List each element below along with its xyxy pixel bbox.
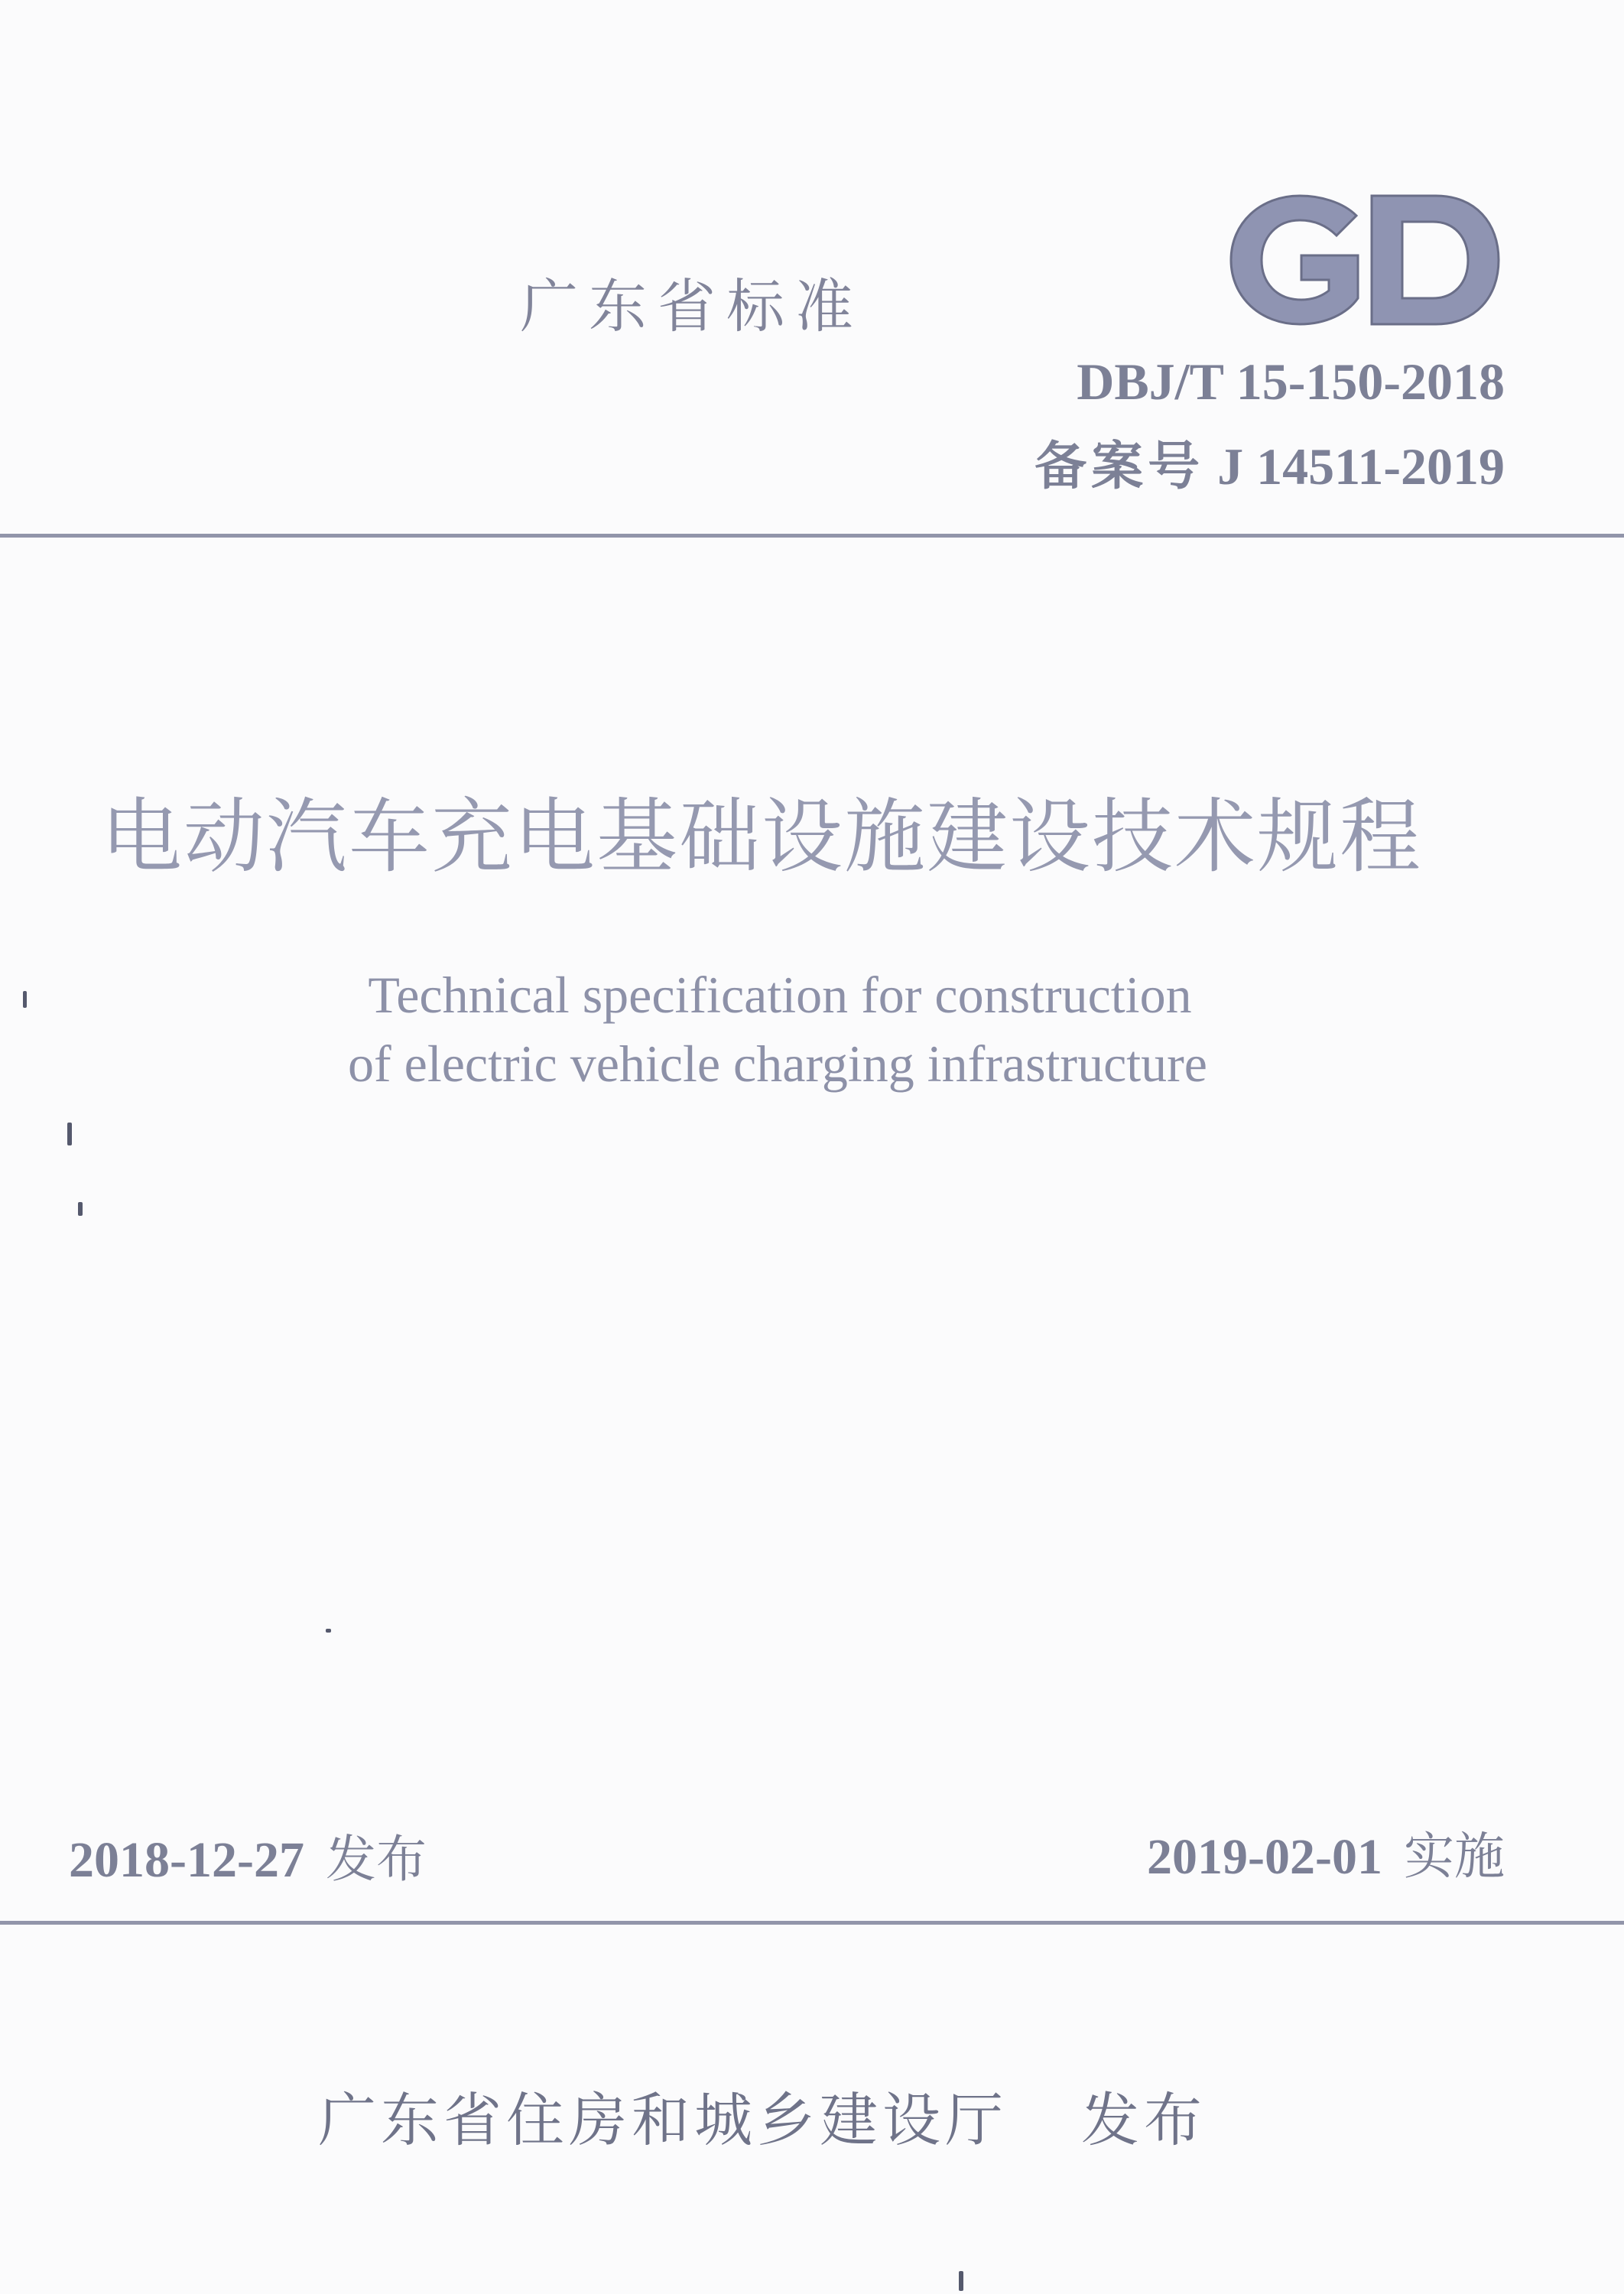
record-label: 备案号 [1034, 437, 1205, 497]
effective-date: 2019-02-01 [1147, 1829, 1382, 1885]
record-number: J 14511-2019 [1217, 437, 1505, 496]
standard-code: DBJ/T 15-150-2018 [1077, 353, 1505, 411]
publisher-line [318, 2074, 1207, 2157]
scan-speck [959, 2271, 963, 2291]
scan-speck [23, 991, 27, 1008]
issue-label: 发布 [325, 1830, 427, 1889]
effective-label: 实施 [1404, 1827, 1505, 1886]
record-number-line [1034, 425, 1505, 499]
top-divider [0, 534, 1624, 538]
standard-category: 广东省标准 [520, 272, 864, 340]
scan-speck [78, 1202, 83, 1216]
issue-date: 2018-12-27 [69, 1832, 304, 1888]
bottom-divider [0, 1921, 1624, 1925]
issue-date-line [69, 1818, 427, 1891]
scan-speck [326, 1629, 331, 1633]
scan-speck [67, 1123, 72, 1145]
effective-date-line [1147, 1815, 1505, 1888]
publisher-action: 发布 [1081, 2086, 1207, 2154]
gd-logo [1220, 185, 1508, 335]
publisher-name: 广东省住房和城乡建设厅 [318, 2086, 1008, 2154]
title-chinese: 电动汽车充电基础设施建设技术规程 [101, 790, 1422, 884]
title-english-line2: of electric vehicle charging infrastructure [348, 1035, 1207, 1093]
title-english-line1: Technical specification for construction [368, 966, 1192, 1024]
